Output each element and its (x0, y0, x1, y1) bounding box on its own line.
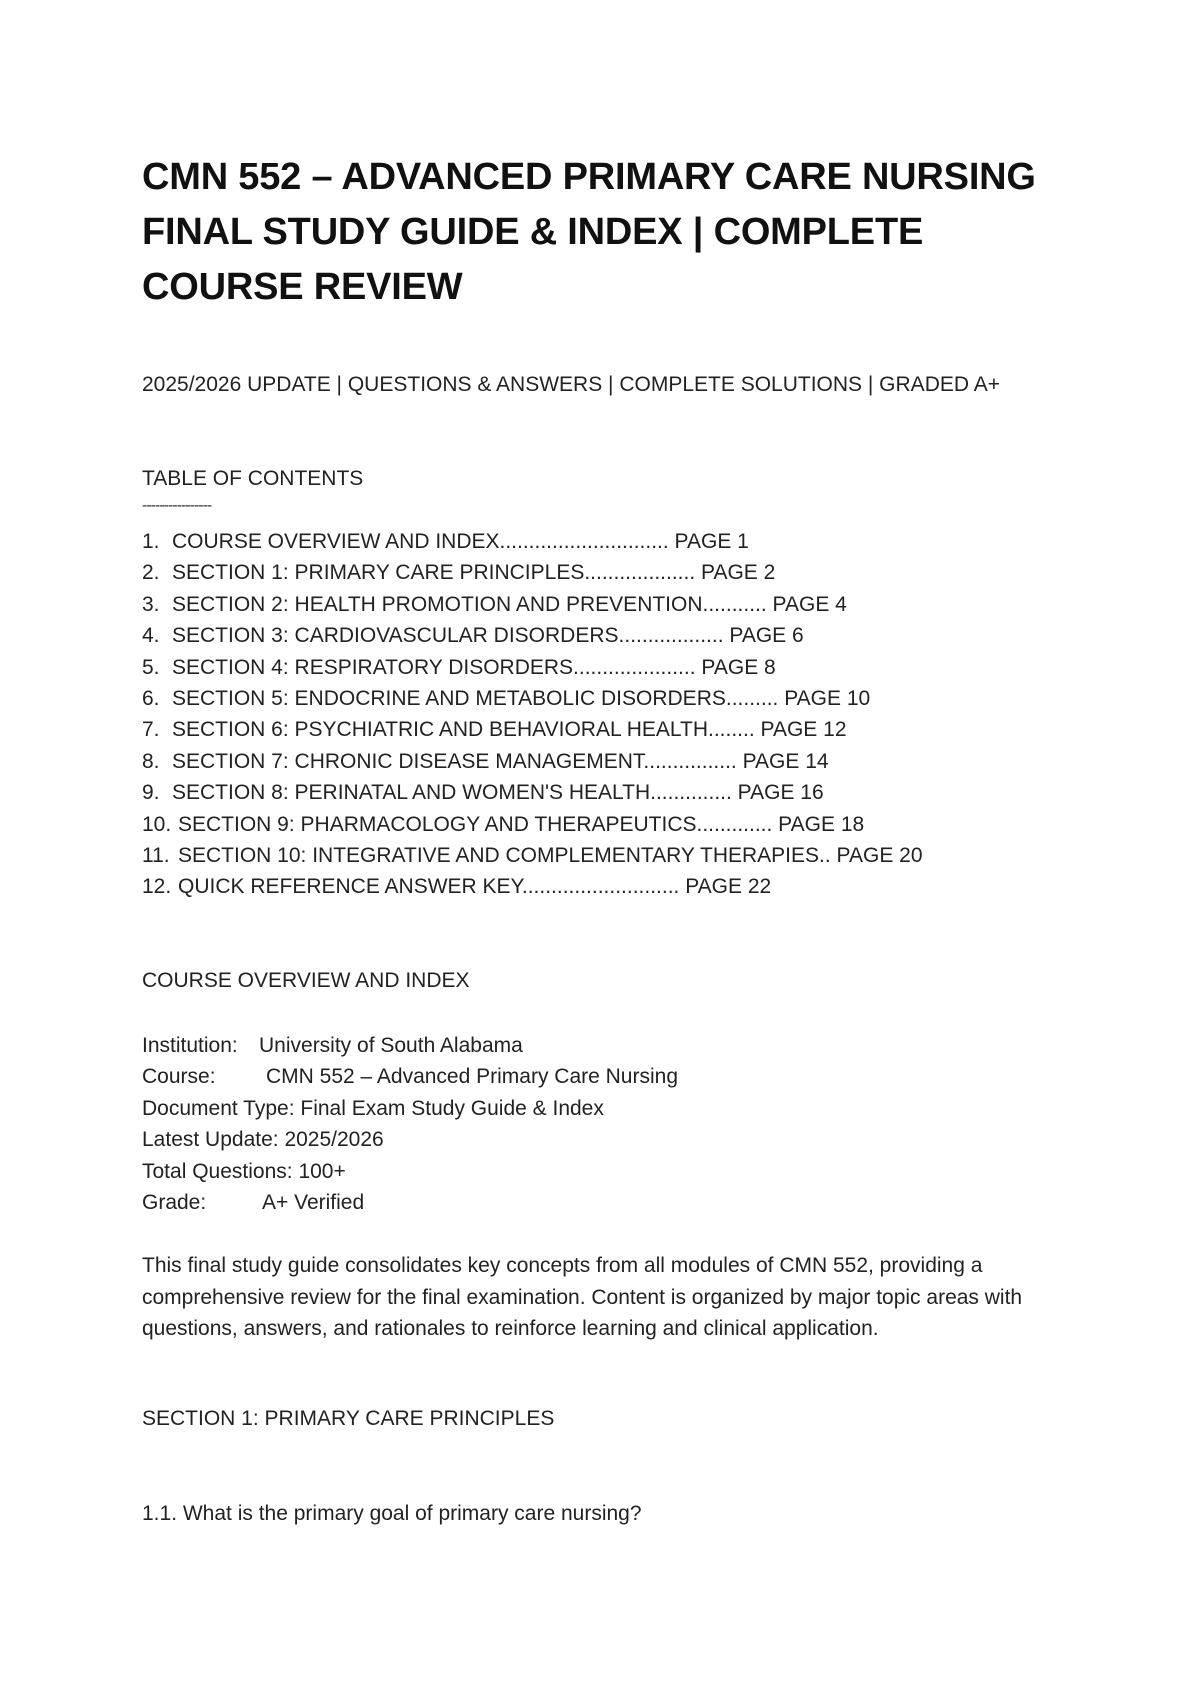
meta-value: 100+ (298, 1159, 346, 1183)
toc-item-text: QUICK REFERENCE ANSWER KEY........................... PAGE 22 (178, 875, 772, 899)
meta-row-document-type (142, 1093, 678, 1124)
toc-item (142, 871, 923, 902)
toc-item (142, 777, 923, 808)
question-1-1: 1.1. What is the primary goal of primary care nursing? (142, 1502, 642, 1525)
toc-item-number: 3. (142, 592, 160, 616)
meta-value: 2025/2026 (284, 1128, 384, 1152)
title-line-1: CMN 552 – ADVANCED PRIMARY CARE NURSING (142, 156, 1036, 198)
toc-item (142, 620, 923, 651)
toc-item-text: SECTION 9: PHARMACOLOGY AND THERAPEUTICS............. PAGE 18 (178, 812, 865, 836)
toc-list (142, 526, 923, 903)
toc-divider: ---------------- (142, 497, 212, 514)
meta-row-latest-update (142, 1124, 678, 1155)
document-subtitle: 2025/2026 UPDATE | QUESTIONS & ANSWERS | COMPLETE SOLUTIONS | GRADED A+ (142, 373, 1000, 396)
toc-item-text: SECTION 1: PRIMARY CARE PRINCIPLES................... PAGE 2 (172, 561, 776, 585)
meta-label: Latest Update: (142, 1128, 279, 1152)
toc-item (142, 652, 923, 683)
toc-item-text: SECTION 5: ENDOCRINE AND METABOLIC DISORDERS......... PAGE 10 (172, 687, 871, 711)
title-line-2: FINAL STUDY GUIDE & INDEX | COMPLETE (142, 211, 924, 253)
meta-label: Institution: (142, 1034, 238, 1057)
meta-label: Total Questions: (142, 1159, 293, 1183)
meta-value: A+ Verified (262, 1191, 365, 1215)
toc-item-number: 4. (142, 624, 160, 648)
toc-item (142, 809, 923, 840)
toc-item (142, 840, 923, 871)
toc-item-number: 9. (142, 781, 160, 805)
toc-item-text: SECTION 4: RESPIRATORY DISORDERS..................... PAGE 8 (172, 655, 776, 679)
toc-item (142, 589, 923, 620)
meta-value: CMN 552 – Advanced Primary Care Nursing (266, 1065, 679, 1089)
toc-item-text: SECTION 10: INTEGRATIVE AND COMPLEMENTARY THERAPIES.. PAGE 20 (178, 844, 923, 868)
meta-label: Document Type: (142, 1096, 295, 1120)
meta-row-institution (142, 1030, 678, 1061)
toc-item-number: 1. (142, 530, 160, 553)
toc-item-text: SECTION 6: PSYCHIATRIC AND BEHAVIORAL HEALTH........ PAGE 12 (172, 718, 847, 742)
toc-item-text: SECTION 2: HEALTH PROMOTION AND PREVENTION........... PAGE 4 (172, 592, 847, 616)
toc-item-number: 10. (142, 812, 172, 836)
toc-item-text: SECTION 7: CHRONIC DISEASE MANAGEMENT................ PAGE 14 (172, 749, 829, 773)
meta-value: University of South Alabama (259, 1034, 523, 1057)
toc-item-text: COURSE OVERVIEW AND INDEX............................. PAGE 1 (172, 530, 749, 553)
toc-item-text: SECTION 8: PERINATAL AND WOMEN'S HEALTH.............. PAGE 16 (172, 781, 824, 805)
overview-heading: COURSE OVERVIEW AND INDEX (142, 969, 470, 992)
toc-item-number: 7. (142, 718, 160, 742)
course-metadata (142, 1030, 678, 1218)
meta-row-grade (142, 1187, 678, 1218)
toc-item-number: 12. (142, 875, 172, 899)
toc-item (142, 557, 923, 588)
document-title (142, 150, 1082, 315)
meta-label: Course: (142, 1065, 216, 1089)
toc-item-number: 2. (142, 561, 160, 585)
toc-item (142, 683, 923, 714)
meta-value: Final Exam Study Guide & Index (300, 1096, 604, 1120)
toc-item-number: 6. (142, 687, 160, 711)
overview-paragraph: This final study guide consolidates key concepts from all modules of CMN 552, providing a comprehensive review for the final examination. Content is organized by major topic areas with questions, answers, and rationales to reinforce learning and clinical application. (142, 1254, 1023, 1340)
toc-item (142, 526, 923, 557)
toc-heading: TABLE OF CONTENTS (142, 467, 364, 490)
toc-item-text: SECTION 3: CARDIOVASCULAR DISORDERS.................. PAGE 6 (172, 624, 804, 648)
meta-row-total-questions (142, 1156, 678, 1187)
toc-item (142, 714, 923, 745)
section-1-heading: SECTION 1: PRIMARY CARE PRINCIPLES (142, 1407, 555, 1430)
meta-row-course (142, 1061, 678, 1092)
toc-item (142, 746, 923, 777)
toc-item-number: 8. (142, 749, 160, 773)
toc-item-number: 11. (142, 844, 170, 868)
meta-label: Grade: (142, 1191, 207, 1215)
toc-item-number: 5. (142, 655, 160, 679)
title-line-3: COURSE REVIEW (142, 266, 463, 308)
